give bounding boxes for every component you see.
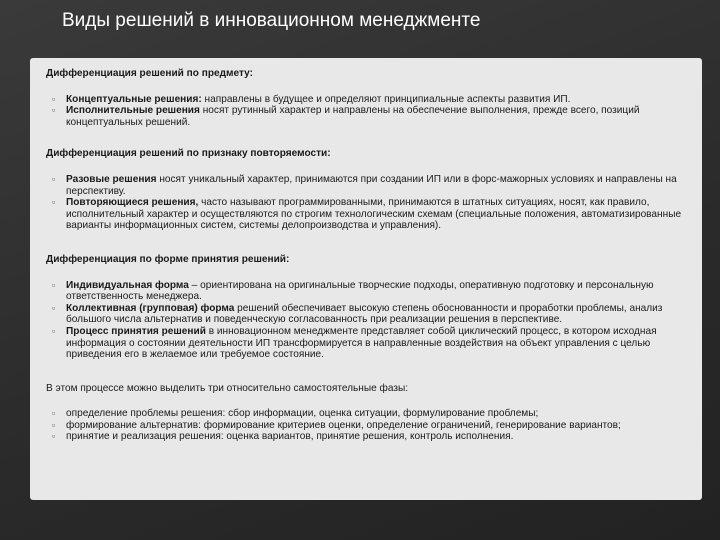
- list-item: ▫ принятие и реализация решения: оценка вариантов, принятие решения, контроль исполнения.: [52, 431, 514, 443]
- list-item: ▫ определение проблемы решения: сбор информации, оценка ситуации, формулирование проблемы;: [52, 408, 539, 420]
- list-item: ▫ Коллективная (групповая) форма решений обеспечивает высокую степень обоснованности и проработки проблемы, анализ большого числа альтернатив и поведенческую согласованность при реализации решения в перспективе.: [52, 302, 663, 326]
- list-item: ▫ Повторяющиеся решения, часто называют программированными, принимаются в штатных ситуациях, носят, как правило, исполнительный характер и осуществляются по строгим технологическим схемам (специальные положения, автоматизированные варианты информационных систем, системы делопроизводства и управления).: [52, 197, 682, 232]
- section-list-phases: [40, 408, 695, 443]
- square-bullet-icon: ▫: [52, 325, 56, 336]
- list-item: ▫ Процесс принятия решений в инновационном менеджменте представляет собой циклический процесс, в котором исходная информация о состоянии деятельности ИП трансформируется в направленные воздействия на объект управления с целью приведения его в желаемое или требуемое состояние.: [52, 325, 657, 361]
- list-item: ▫ формирование альтернатив: формирование критериев оценки, определение ограничений, генерирование вариантов;: [52, 419, 621, 431]
- slide-title: Виды решений в инновационном менеджменте: [62, 10, 481, 31]
- square-bullet-icon: ▫: [52, 173, 56, 184]
- square-bullet-icon: ▫: [52, 419, 56, 430]
- square-bullet-icon: ▫: [52, 302, 56, 313]
- section-heading-repeatability: Дифференциация решений по признаку повторяемости:: [46, 148, 331, 160]
- section-heading-subject: Дифференциация решений по предмету:: [46, 68, 253, 79]
- square-bullet-icon: ▫: [52, 408, 56, 419]
- list-item: ▫ Индивидуальная форма – ориентирована на оригинальные творческие подходы, оперативную подготовку и персональную ответственность менеджера.: [52, 279, 654, 303]
- square-bullet-icon: ▫: [52, 93, 56, 104]
- section-list-subject: [40, 94, 695, 129]
- section-heading-form: Дифференциация по форме принятия решений:: [46, 253, 290, 265]
- list-item: ▫ Концептуальные решения: направлены в будущее и определяют принципиальные аспекты развития ИП.: [52, 93, 571, 105]
- content-panel: [30, 58, 702, 500]
- list-item: ▫ Исполнительные решения носят рутинный характер и направлены на обеспечение выполнения, прежде всего, позиций концептуальных решений.: [52, 105, 640, 128]
- section-list-repeatability: [40, 174, 695, 232]
- section-heading-phases: В этом процессе можно выделить три относительно самостоятельные фазы:: [46, 382, 409, 394]
- square-bullet-icon: ▫: [52, 105, 56, 116]
- square-bullet-icon: ▫: [52, 197, 56, 208]
- content-body: [40, 68, 695, 449]
- list-item: ▫ Разовые решения носят уникальный характер, принимаются при создании ИП или в форс-мажорных условиях и направлены на перспективу.: [52, 173, 677, 197]
- section-list-form: [40, 280, 695, 361]
- square-bullet-icon: ▫: [52, 431, 56, 442]
- square-bullet-icon: ▫: [52, 279, 56, 290]
